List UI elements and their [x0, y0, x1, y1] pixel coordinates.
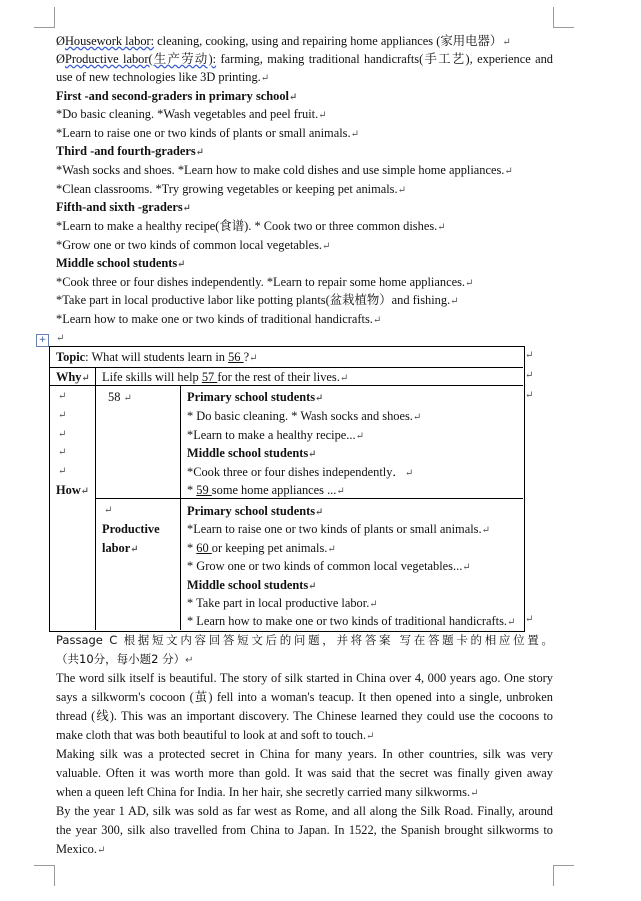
paragraph-line: thread (线). This was an important discovery. The Chinese learned they could use the cocoons to [56, 709, 553, 723]
list-item: *Clean classrooms. *Try growing vegetables or keeping pet animals.↵ [56, 182, 406, 196]
empty-mark: ↵ [58, 429, 67, 440]
table-line: * 60 or keeping pet animals.↵ [187, 541, 336, 555]
list-item: *Grow one or two kinds of common local vegetables.↵ [56, 238, 331, 252]
primary-heading: Primary school students↵ [187, 390, 324, 404]
table-line: * Learn how to make one or two kinds of traditional handicrafts.↵ [187, 614, 516, 628]
paragraph-line: Mexico.↵ [56, 842, 106, 856]
productive-rest-1: farming, making traditional handicrafts(手工艺), experience and [216, 52, 554, 66]
why-text: Life skills will help 57 for the rest of their lives.↵ [102, 370, 349, 384]
paragraph-line: when a queen left China for India. In her hair, she secretly carried many silkworms.↵ [56, 785, 479, 799]
page-corner-mark-top-right [553, 7, 574, 28]
heading-first-second-graders: First -and second-graders in primary school↵ [56, 89, 298, 103]
row-end-mark: ↵ [525, 390, 534, 401]
list-item: *Learn how to make one or two kinds of traditional handicrafts.↵ [56, 312, 382, 326]
table-rule [180, 385, 181, 630]
blank-56: 56 [228, 350, 244, 364]
blank-58: 58 ↵ [108, 390, 132, 404]
productive-line-2: use of new technologies like 3D printing.↵ [56, 70, 270, 84]
table-line: *Cook three or four dishes independently．↵ [187, 465, 414, 479]
table-line: * 59 some home appliances ...↵ [187, 483, 345, 497]
table-line: *Learn to make a healthy recipe...↵ [187, 428, 364, 442]
page-corner-mark-top-left [34, 7, 55, 28]
table-line: * Grow one or two kinds of common local vegetables...↵ [187, 559, 471, 573]
housework-line: ØHousework labor: cleaning, cooking, using and repairing home appliances (家用电器）↵ [56, 34, 511, 48]
list-item: *Do basic cleaning. *Wash vegetables and peel fruit.↵ [56, 107, 327, 121]
list-item: *Learn to make a healthy recipe(食谱). * Cook two or three common dishes.↵ [56, 219, 446, 233]
productive-labor-label-2: labor↵ [102, 541, 139, 555]
row-end-mark: ↵ [525, 370, 534, 381]
list-item: *Learn to raise one or two kinds of plants or small animals.↵ [56, 126, 359, 140]
productive-line-1: ØProductive labor(生产劳动): farming, making traditional handicrafts(手工艺), experience and [56, 52, 554, 66]
heading-middle-school: Middle school students↵ [56, 256, 186, 270]
paragraph-line: By the year 1 AD, silk was sold as far west as Rome, and all along the Silk Road. Finally, around [56, 804, 553, 818]
primary-heading: Primary school students↵ [187, 504, 324, 518]
row-end-mark: ↵ [525, 350, 534, 361]
empty-mark: ↵ [58, 447, 67, 458]
heading-fifth-sixth-graders: Fifth-and sixth -graders↵ [56, 200, 192, 214]
empty-mark: ↵ [58, 391, 67, 402]
middle-heading: Middle school students↵ [187, 446, 317, 460]
empty-mark: ↵ [58, 410, 67, 421]
table-line: * Do basic cleaning. * Wash socks and shoes.↵ [187, 409, 422, 423]
productive-label: Productive labor(生产劳动): [64, 52, 217, 66]
how-label: How↵ [56, 483, 90, 497]
paragraph-line: make cloth that was both beautiful to look at and soft to touch.↵ [56, 728, 375, 742]
page-corner-mark-bottom-left [34, 865, 55, 886]
housework-text: cleaning, cooking, using and repairing home appliances (家用电器） [154, 34, 503, 48]
paragraph-line: valuable. Often it was worth more than gold. It was said that the secret was finally given away [56, 766, 553, 780]
table-line: * Take part in local productive labor.↵ [187, 596, 378, 610]
productive-labor-label-1: Productive [102, 522, 160, 536]
page-corner-mark-bottom-right [553, 865, 574, 886]
list-item: *Cook three or four dishes independently. *Learn to repair some home appliances.↵ [56, 275, 474, 289]
list-item: *Wash socks and shoes. *Learn how to make cold dishes and use simple home appliances.↵ [56, 163, 513, 177]
table-line: *Learn to raise one or two kinds of plants or small animals.↵ [187, 522, 490, 536]
heading-third-fourth-graders: Third -and fourth-graders↵ [56, 144, 205, 158]
paragraph-line: the year 300, silk also travelled from China to Japan. In 1522, the Spanish brought silkworms to [56, 823, 553, 837]
blank-57: 57 [201, 370, 218, 384]
blank-60: 60 [196, 541, 212, 555]
passage-c-heading-2: （共10分，每小题2 分）↵ [56, 652, 194, 666]
topic-row: Topic: What will students learn in 56 ?↵ [56, 350, 258, 364]
housework-label: Housework labor: [64, 34, 155, 48]
why-label: Why↵ [56, 370, 90, 384]
empty-mark: ↵ [58, 466, 67, 477]
row-end-mark: ↵ [525, 614, 534, 625]
middle-heading: Middle school students↵ [187, 578, 317, 592]
list-item: *Take part in local productive labor like potting plants(盆栽植物）and fishing.↵ [56, 293, 459, 307]
passage-c-heading: Passage C 根据短文内容回答短文后的问题，并将答案 写在答题卡的相应位置。 [56, 633, 553, 647]
paragraph-line: Making silk was a protected secret in China for many years. In other countries, silk was very [56, 747, 553, 761]
blank-59: 59 [196, 483, 212, 497]
table-move-handle-icon[interactable]: + [36, 334, 49, 347]
empty-mark: ↵ [104, 505, 113, 516]
paragraph-line: says a silkworm's cocoon (茧) fell into a woman's teacup. It then opened into a single, unbroken [56, 690, 553, 704]
empty-paragraph: ↵ [56, 333, 65, 344]
paragraph-line: The word silk itself is beautiful. The story of silk started in China over 4, 000 years ago. One story [56, 671, 553, 685]
